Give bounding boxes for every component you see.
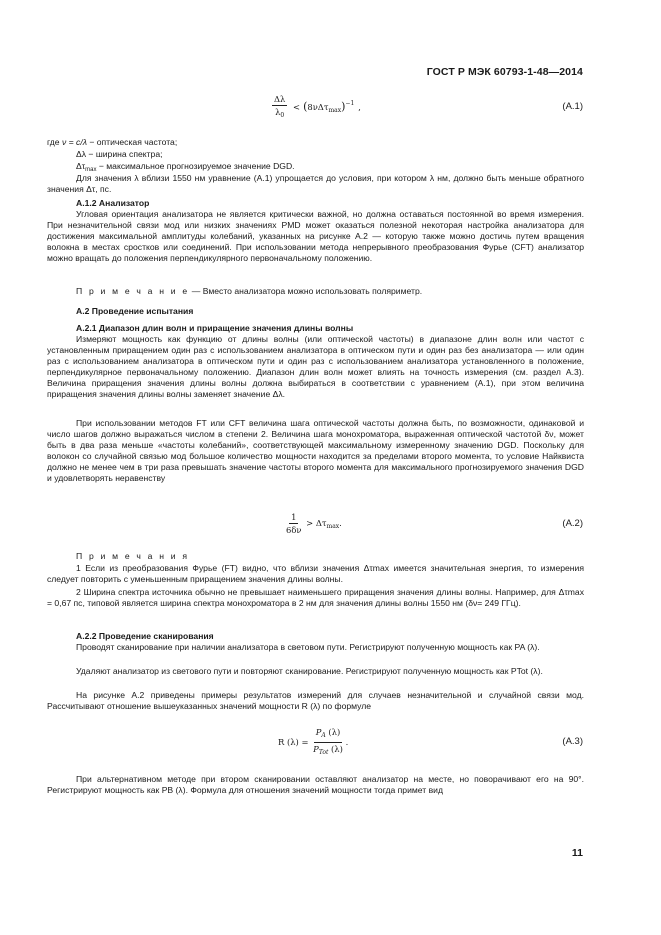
notes-2-label: П р и м е ч а н и я — [76, 551, 190, 561]
definition-delta-lambda: Δλ − ширина спектра; — [76, 149, 163, 159]
note-1-text: — Вместо анализатора можно использовать поляриметр. — [189, 286, 423, 296]
page-number: 11 — [571, 847, 583, 859]
eq-a2-sub: max — [326, 523, 340, 530]
eq-a3-den: P — [313, 744, 319, 754]
equation-a2-number: (А.2) — [562, 518, 583, 529]
section-a12-text: Угловая ориентация анализатора не является критически важной, но должна оставаться постоянной во время измерения. При незначительной связи мод или низких значениях PMD может оказаться полезной некоторая настройка анализатора для достижения максимальной амплитуды колебаний, указанных на рисунке А.2 — которую также можно достичь путем вращения волокна в местах сростков или соединений. При использовании метода непрерывного преобразования Фурье (CFT) анализатор можно вращать до положения перпендикулярного первоначальному положению. — [47, 209, 584, 263]
eq-a1-paren-open: ( — [303, 100, 308, 113]
eq-a2-denominator: 6δν — [286, 525, 302, 535]
equation-a1 — [272, 94, 361, 121]
eq-a2-numerator: 1 — [291, 512, 297, 522]
definition-nu: где ν = c/λ − оптическая частота; — [47, 137, 178, 147]
section-a22-p3: На рисунке А.2 приведены примеры результатов измерений для случаев незначительной и случайной связи мод. Рассчитывают отношение вышеуказанных значений мощности R (λ) по формуле — [47, 690, 584, 711]
eq-a3-tail: . — [345, 737, 349, 747]
eq-a1-exponent: −1 — [345, 100, 355, 107]
eq-a3-num-tail: (λ) — [325, 727, 341, 737]
eq-a1-relation: < — [293, 102, 301, 112]
eq-a1-comma: , — [358, 102, 361, 112]
eq-a3-num-sub: A — [321, 732, 326, 739]
eq-a1-den-sub: 0 — [280, 112, 285, 119]
equation-a3-number: (А.3) — [562, 736, 583, 747]
eq-a2-relation: > Δτ — [306, 518, 327, 528]
paragraph-1550: Для значения λ вблизи 1550 нм уравнение (А.1) упрощается до условия, при котором λ нм, должно быть меньше обратного значения Δτ, пс. — [47, 173, 584, 194]
eq-a1-body-sub: max — [328, 107, 342, 114]
final-paragraph: При альтернативном методе при втором сканировании оставляют анализатор на месте, но поворачивают его на 90°. Регистрируют мощность как PB (λ). Формула для отношения значений мощности тогда примет вид — [47, 774, 584, 795]
section-a21-paragraph-2: При использовании методов FT или CFT величина шага оптической частоты должна быть, по возможности, одинаковой и число шагов должно выражаться числом в степени 2. Величина шага монохроматора, выраженная оптической частотой δν, может быть в два раза меньше «частоты колебаний», соответствующей максимальному измеренному значению DGD. Поскольку для волокон со случайной связью мод большое количество мощности находится за пределами второго момента, то условие Найквиста должно не менее чем в три раза превышать значение частоты второго момента для максимального прогнозируемого значения DGD и удовлетворять неравенству — [47, 418, 584, 483]
definition-delta-tau: $\Delta\tau_{max}$ − максимальное прогнозируемое значение DGD. — [76, 161, 295, 173]
note-2-item-1: 1 Если из преобразования Фурье (FT) видно, что вблизи значения Δτmax имеется значительная энергия, то измерения следует повторить с уменьшенным приращением значения длины волны. — [47, 563, 584, 584]
section-a21-title: А.2.1 Диапазон длин волн и приращение значения длины волны — [76, 323, 354, 333]
eq-a1-denominator: λ — [275, 107, 281, 117]
eq-a1-body: 8νΔτ — [307, 102, 329, 112]
document-header: ГОСТ Р МЭК 60793-1-48—2014 — [426, 66, 583, 78]
eq-a2-tail: . — [339, 518, 342, 528]
section-a2-title: А.2 Проведение испытания — [76, 306, 194, 316]
section-a22-p1: Проводят сканирование при наличии анализатора в световом пути. Регистрируют полученную мощность как PA (λ). — [76, 642, 540, 652]
note-1-label: П р и м е ч а н и е — [76, 286, 190, 296]
eq-a1-numerator: Δλ — [274, 94, 286, 104]
equation-a1-number: (A.1) — [562, 101, 583, 112]
note-2-item-2: 2 Ширина спектра источника обычно не превышает наименьшего приращения значения длины волны. Например, для Δτmax = 0,67 пс, типовой является ширина спектра монохроматора в 2 нм для значения длины волны 1550 нм (δν= 249 ГГц). — [47, 587, 584, 608]
eq-a3-num: P — [315, 727, 322, 737]
eq-a3-den-tail: (λ) — [328, 744, 343, 754]
equation-a3 — [278, 727, 348, 758]
note-1 — [76, 286, 584, 297]
eq-a1-paren-close: ) — [341, 100, 346, 113]
section-a21-paragraph-1: Измеряют мощность как функцию от длины волны (или оптической частоты) в диапазоне длин волн или частот с установленным приращением один раз с использованием анализатора в оптическом пути и один раз без анализатора — или один раз с использованием анализатора в оптическом пути и один раз с использованием анализатора установленного в положение, перпендикулярное первоначальному положению. Диапазон длин волн может влиять на точность измерения (см. раздел А.3). Величина приращения значения длины волны должна выбираться в соответствии с уравнением (А.1), при этом величина приращения значения длины волны заменяет значение Δλ. — [47, 334, 584, 399]
section-a22-p2: Удаляют анализатор из светового пути и повторяют сканирование. Регистрируют полученную мощность как PTot (λ). — [76, 666, 543, 676]
equation-a2 — [286, 512, 342, 535]
eq-a3-den-sub: Tot — [318, 749, 329, 756]
eq-a3-lhs: R (λ) = — [278, 737, 309, 747]
section-a12-title: А.1.2 Анализатор — [76, 198, 150, 208]
section-a22-title: А.2.2 Проведение сканирования — [76, 631, 214, 641]
